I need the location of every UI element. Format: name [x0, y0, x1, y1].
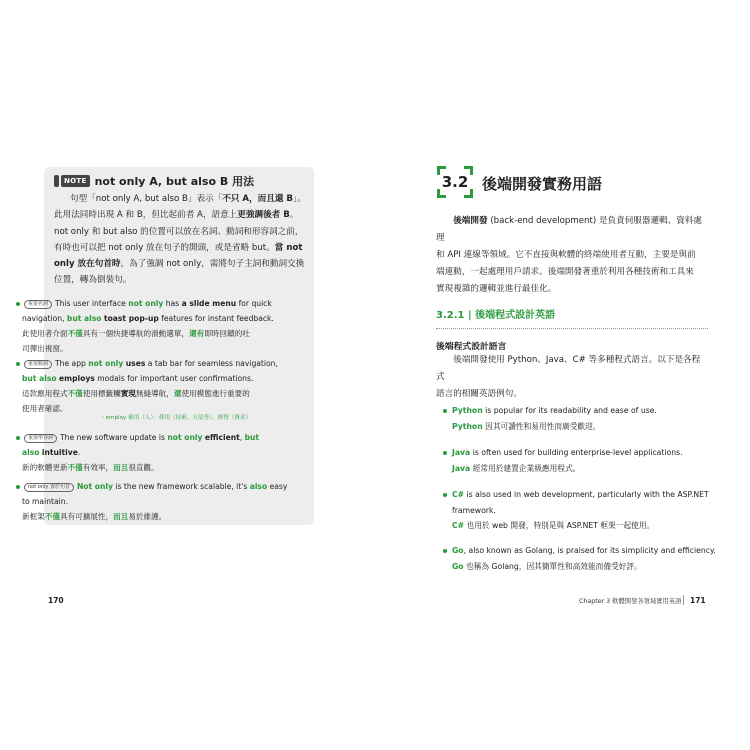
text-run: , [239, 433, 245, 442]
text-run: 也用於 web 開發，特別是與 ASP.NET 框架一起使用。 [464, 521, 655, 530]
language-english-line [443, 503, 708, 519]
intro-line [436, 213, 708, 247]
heading-body [436, 352, 708, 403]
example-item [16, 430, 266, 475]
text-run [436, 216, 453, 226]
bullet-icon [16, 362, 20, 366]
heading-body-line [436, 352, 708, 386]
text-run: 實現複雜的邏輯並進行最佳化。 [436, 284, 557, 294]
text-run: but also [66, 314, 102, 323]
intro-line [436, 281, 708, 298]
text-run: has [163, 299, 182, 308]
text-run: ，為了強調 not only，需將句子主詞和動詞交換位置，轉為倒裝句。 [54, 259, 305, 286]
text-run: but [244, 433, 260, 442]
text-run: 很直觀。 [128, 463, 159, 472]
text-run: Java [452, 448, 471, 457]
example-english-line [16, 356, 278, 371]
text-run: 有效率， [82, 463, 114, 472]
text-run: 不僅 [67, 329, 83, 338]
text-run: 還 [173, 389, 182, 398]
text-run: also [22, 448, 40, 457]
chapter-footer: Chapter 3 軟體開發各領域實用英語 [579, 598, 682, 605]
text-run: is popular for its readability and ease of use. [482, 406, 657, 415]
text-run: 即時回饋的吐 [204, 329, 250, 338]
text-run: 這款應用程式 [22, 389, 68, 398]
text-run: 不僅 [67, 463, 83, 472]
text-run: features for instant feedback. [158, 314, 274, 323]
text-run: not only [167, 433, 203, 442]
text-run: not only [128, 299, 164, 308]
note-badge: NOTE [61, 175, 90, 187]
page-number-right: 171 [690, 596, 706, 605]
section-number-box [437, 166, 473, 198]
text-run: 實現 [120, 389, 136, 398]
note-title: not only A, but also B 用法 [94, 175, 255, 188]
text-run: 新框架 [22, 512, 45, 521]
text-run: 語言的相關英語例句。 [436, 389, 522, 399]
text-run: modals for important user confirmations. [94, 374, 254, 383]
bullet-icon [443, 549, 447, 553]
text-run: 具有一個快捷導航的滑動選單， [82, 329, 190, 338]
note-header [54, 173, 254, 189]
language-example [443, 403, 708, 434]
example-english-line [16, 479, 288, 494]
section-number: 3.2 [441, 173, 469, 191]
text-run: 而且 [113, 463, 129, 472]
example-english-line [16, 494, 266, 509]
intro-line [436, 264, 708, 281]
text-run: 。not only 和 but also 的位置可以放在名詞、動詞和形容詞之前，有時也可以把 not only 放在句子的開頭，或是省略 but。 [54, 210, 304, 253]
text-run: Not only [76, 482, 113, 491]
text-run: Go [452, 546, 464, 555]
text-run: The app [55, 359, 89, 368]
example-item [16, 356, 278, 416]
text-run: (back-end development) 是負責伺服器邏輯、資料處理 [436, 216, 703, 243]
example-tag: 重要動詞 [24, 360, 52, 369]
bullet-icon [443, 493, 447, 497]
text-run: a slide menu [181, 299, 237, 308]
text-run: navigation, [22, 314, 67, 323]
text-run: 新的軟體更新 [22, 463, 68, 472]
example-english-line [16, 445, 266, 460]
text-run: is often used for building enterprise-level applications. [470, 448, 683, 457]
language-example [443, 487, 708, 534]
example-item [16, 296, 274, 356]
text-run: 還有 [189, 329, 205, 338]
text-run: Python [452, 421, 483, 431]
text-run: 具有可擴展性， [59, 512, 114, 521]
subsection-divider [436, 328, 708, 329]
text-run: Python [452, 406, 483, 415]
example-chinese-line [16, 509, 266, 524]
language-english-line [443, 487, 708, 503]
vocab-note: ・employ 僱用（人）、使用（技術、方法等）、經營（資金） [100, 415, 252, 421]
text-run: 使用模態進行重要的 [181, 389, 250, 398]
text-run: Java [452, 463, 471, 473]
text-run: framework. [452, 505, 496, 515]
text-run: a tab bar for seamless navigation, [145, 359, 278, 368]
text-run: 因其可讀性和易用性而廣受歡迎。 [482, 421, 601, 431]
text-run: 後端開發 [453, 216, 488, 226]
text-run: 易於維護。 [128, 512, 167, 521]
text-run: 端連動，一起處理用戶請求。後端開發著重於利用各種技術和工具來 [436, 267, 694, 277]
text-run: employs [59, 374, 95, 383]
text-run: 更強調後者 B [237, 210, 290, 221]
heading: 後端程式設計語言 [436, 342, 507, 352]
text-run: Go [452, 561, 464, 571]
text-run: 」。此用法同時出現 A 和 B，但比起前者 A，語意上 [54, 194, 306, 221]
language-chinese-line [443, 559, 708, 575]
subsection-title: 3.2.1 | 後端程式設計英語 [436, 310, 556, 321]
text-run: is the new framework scalable, it's [112, 482, 250, 491]
text-run: for quick [236, 299, 272, 308]
intro-paragraph [436, 213, 708, 298]
example-chinese-line [16, 341, 266, 356]
example-english-line [16, 430, 266, 445]
text-run: 無縫導航， [135, 389, 174, 398]
text-run: 和 API 連線等領域。它不直接與軟體的終端使用者互動，主要是與前 [436, 250, 696, 260]
example-english-line [16, 296, 272, 311]
text-run: 句型「not only A, but also B」表示「 [70, 194, 223, 204]
example-tag: not only 置於句首 [24, 483, 74, 492]
text-run: 不僅 [67, 389, 83, 398]
text-run: efficient [204, 433, 240, 442]
example-chinese-line [16, 460, 266, 475]
text-run: 使用者確認。 [22, 404, 68, 413]
text-run: . [77, 448, 81, 457]
bullet-icon [16, 436, 20, 440]
example-tag: 重要名詞 [24, 300, 52, 309]
bullet-icon [16, 302, 20, 306]
pin-icon [54, 175, 59, 187]
text-run: , also known as Golang, is praised for its simplicity and efficiency. [463, 546, 716, 555]
text-run: The new software update is [60, 433, 168, 442]
text-run: 當 not only 放在句首時 [54, 242, 303, 270]
language-chinese-line [443, 461, 708, 477]
intro-line [436, 247, 708, 264]
text-run: to maintain. [22, 497, 68, 506]
text-run: 司彈出視窗。 [22, 344, 68, 353]
example-english-line [16, 311, 274, 326]
text-run: 使用標籤欄 [82, 389, 121, 398]
text-run: uses [125, 359, 146, 368]
text-run: 也稱為 Golang，因其簡單性和高效能而備受好評。 [463, 561, 642, 571]
language-english-line [443, 543, 716, 559]
page-number-left: 170 [48, 596, 64, 605]
text-run: also [249, 482, 268, 491]
text-run: C# [452, 490, 465, 499]
text-run: 經常用於建置企業級應用程式。 [470, 463, 581, 473]
heading-body-line [436, 386, 708, 403]
text-run: 不只 A，而且還 B [222, 194, 293, 204]
language-chinese-line [443, 518, 708, 534]
example-chinese-line [16, 386, 266, 401]
text-run: C# [452, 521, 465, 530]
text-run: not only [88, 359, 124, 368]
text-run: 後端開發使用 Python、Java、C# 等多種程式語言。以下是各程式 [436, 355, 701, 382]
example-tag: 重要形容詞 [24, 434, 57, 443]
language-example [443, 543, 716, 574]
footer-divider [683, 595, 684, 605]
text-run: is also used in web development, particularly with the ASP.NET [464, 490, 709, 499]
language-english-line [443, 445, 708, 461]
text-run: 此使用者介面 [22, 329, 68, 338]
text-run: toast pop-up [103, 314, 159, 323]
text-run: 而且 [113, 512, 129, 521]
language-example [443, 445, 708, 476]
text-run: This user interface [55, 299, 129, 308]
language-english-line [443, 403, 708, 419]
text-run: but also [22, 374, 57, 383]
text-run: easy [267, 482, 288, 491]
section-title: 後端開發實務用語 [482, 175, 603, 193]
example-chinese-line [16, 326, 266, 341]
example-item [16, 479, 288, 524]
bullet-icon [16, 485, 20, 489]
bullet-icon [443, 409, 447, 413]
text-run: intuitive [41, 448, 78, 457]
text-run: 不僅 [44, 512, 60, 521]
note-body [54, 191, 309, 289]
language-chinese-line [443, 419, 708, 435]
example-english-line [16, 371, 266, 386]
bullet-icon [443, 451, 447, 455]
